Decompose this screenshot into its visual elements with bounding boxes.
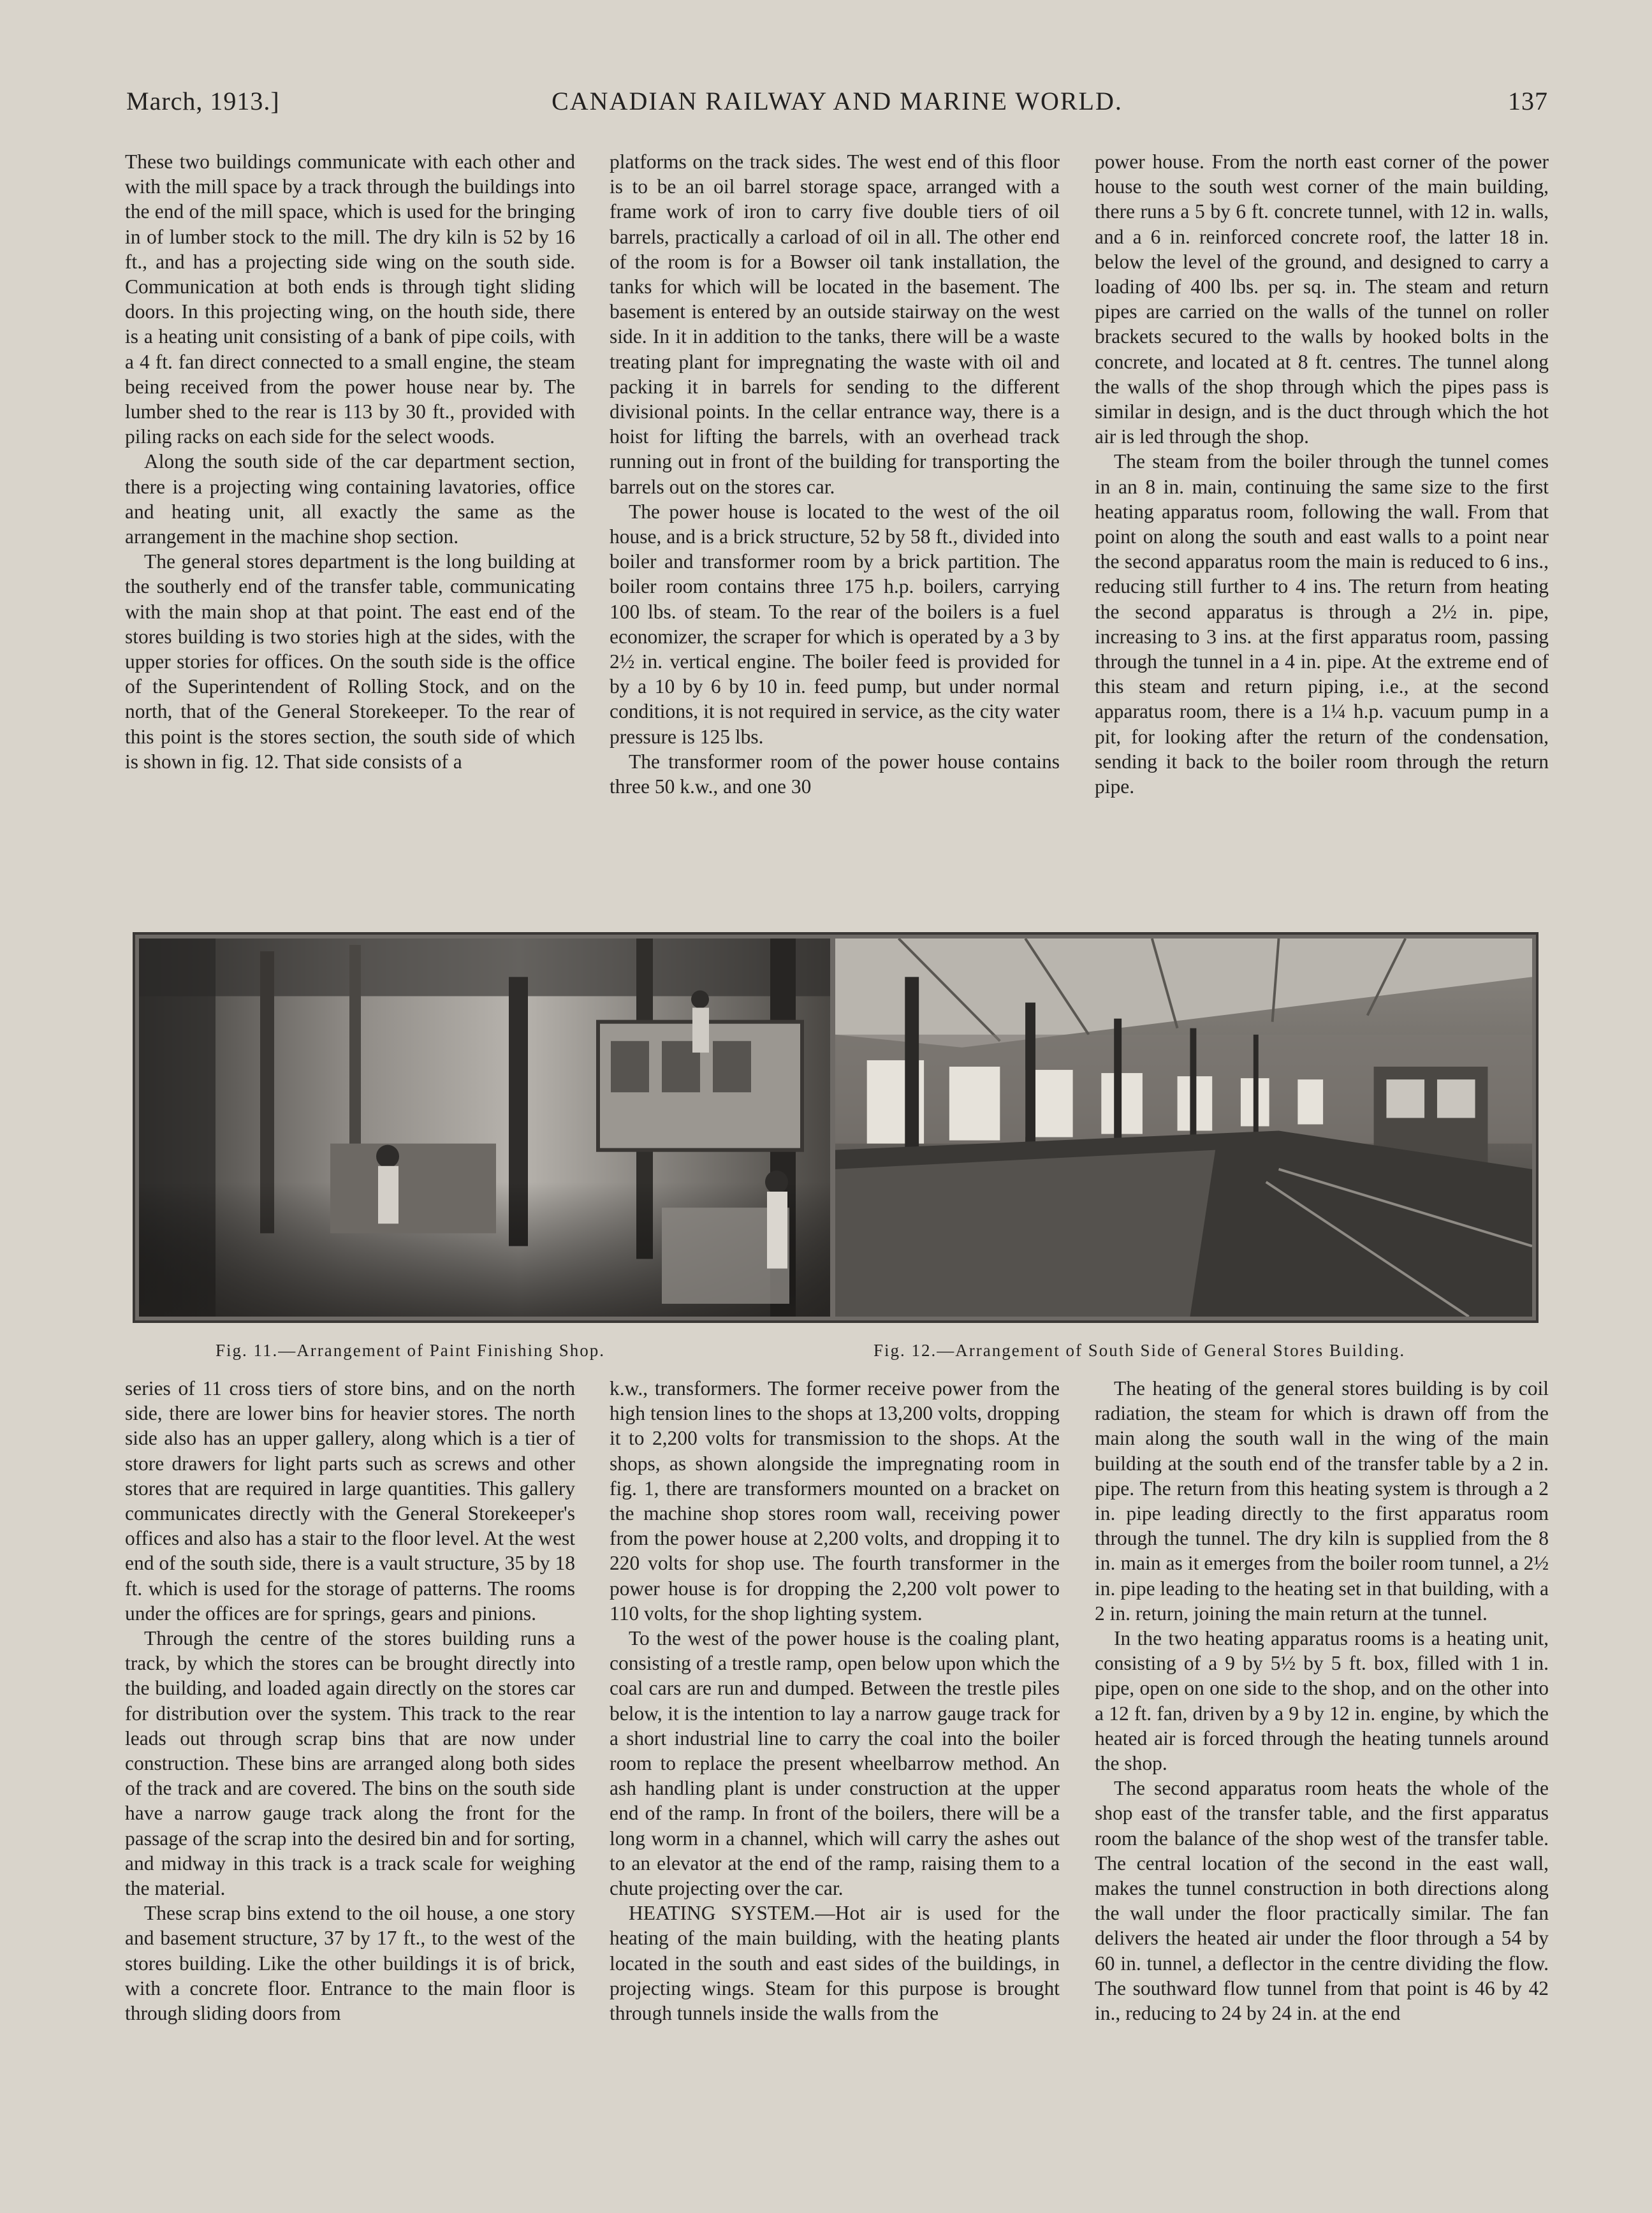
paragraph: The steam from the boiler through the tunnel comes in an 8 in. main, continuing the same size to the first heating apparatus room, following the wall. From that point on along the south and east walls to a point near the second apparatus room the main is reduced to 6 ins., reducing still further to 4 ins. The return from heating the second apparatus is through a 2½ in. pipe, increasing to 3 ins. at the first apparatus room, passing through the tunnel in a 4 in. pipe. At the extreme end of this steam and return piping, i.e., at the second apparatus room, there is a 1¼ h.p. vacuum pump in a pit, for looking after the return of the condensation, sending it back to the boiler room through the return pipe. xyxy=(1095,450,1549,798)
fig-11-photo xyxy=(139,939,830,1317)
paragraph: The power house is located to the west of the oil house, and is a brick structure, 52 by 58 ft., divided into boiler and transformer room by a brick partition. The boiler room contains three 175 h.p. boilers, carrying 100 lbs. of steam. To the rear of the boilers is a fuel economizer, the scraper for which is operated by a 3 by 2½ in. vertical engine. The boiler feed is provided for by a 10 by 6 by 10 in. feed pump, but under normal conditions, it is not required in service, as the city water pressure is 125 lbs. xyxy=(610,500,1060,748)
figure-12-caption: Fig. 12.—Arrangement of South Side of General Stores Building. xyxy=(874,1341,1406,1360)
bottom-column-2 xyxy=(610,1376,1060,2026)
fig-12-photo xyxy=(835,939,1532,1317)
figure-11-caption: Fig. 11.—Arrangement of Paint Finishing Shop. xyxy=(216,1341,605,1360)
paragraph: The transformer room of the power house contains three 50 k.w., and one 30 xyxy=(610,750,1060,798)
paragraph: The second apparatus room heats the whole of the shop east of the transfer table, and the first apparatus room the balance of the shop west of the transfer table. The central location of the second in the east wall, makes the tunnel construction in both directions along the wall under the floor practically similar. The fan delivers the heated air under the floor through a 54 by 60 in. tunnel, a deflector in the centre dividing the flow. The southward flow tunnel from that point is 46 by 42 in., reducing to 24 by 24 in. at the end xyxy=(1095,1777,1549,2025)
issue-date: March, 1913.] xyxy=(126,87,280,115)
top-column-1 xyxy=(125,149,575,774)
page-number: 137 xyxy=(1508,87,1548,115)
running-header xyxy=(126,86,1548,124)
paragraph: The heating of the general stores building is by coil radiation, the steam for which is drawn off from the main along the south wall in the wing of the main building at the south end of the transfer table by a 2 in. pipe. The return from this heating system is through a 2 in. pipe leading directly to the first apparatus room through the tunnel. The dry kiln is supplied from the 8 in. main as it emerges from the boiler room tunnel, a 2½ in. pipe leading to the heating set in that building, with a 2 in. return, joining the main return at the tunnel. xyxy=(1095,1377,1549,1625)
bottom-column-1 xyxy=(125,1376,575,2026)
paragraph: series of 11 cross tiers of store bins, and on the north side, there are lower bins for heavier stores. The north side also has an upper gallery, along which is a tier of store drawers for light parts such as screws and other stores that are required in large quantities. This gallery communicates directly with the General Storekeeper's offices and also has a stair to the floor level. At the west end of the south side, there is a vault structure, 35 by 18 ft. which is used for the storage of patterns. The rooms under the offices are for springs, gears and pinions. xyxy=(125,1377,575,1625)
paragraph: k.w., transformers. The former receive power from the high tension lines to the shops at 13,200 volts, dropping it to 2,200 volts for transmission to the shops. At the shops, as shown alongside the impregnating room in fig. 1, there are transformers mounted on a bracket on the machine shop stores room wall, receiving power from the power house at 2,200 volts, and dropping it to 220 volts for shop use. The fourth transformer in the power house is for dropping the 2,200 volt power to 110 volts, for the shop lighting system. xyxy=(610,1377,1060,1625)
figure-photos xyxy=(133,932,1539,1323)
paragraph: platforms on the track sides. The west end of this floor is to be an oil barrel storage space, arranged with a frame work of iron to carry five double tiers of oil barrels, practically a carload of oil in all. The other end of the room is for a Bowser oil tank installation, the tanks for which will be located in the basement. The basement is entered by an outside stairway on the west side. In it in addition to the tanks, there will be a waste treating plant for impregnating the waste with oil and packing it in barrels for sending to the different divisional points. In the cellar entrance way, there is a hoist for lifting the barrels, with an overhead track running out in front of the building for transporting the barrels out on the stores car. xyxy=(610,150,1060,498)
paragraph: These scrap bins extend to the oil house, a one story and basement structure, 37 by 17 ft., to the west of the stores building. Like the other buildings it is of brick, with a concrete floor. Entrance to the main floor is through sliding doors from xyxy=(125,1902,575,2025)
paragraph: Along the south side of the car department section, there is a projecting wing containing lavatories, office and heating unit, all exactly the same as the arrangement in the machine shop section. xyxy=(125,450,575,548)
paragraph: These two buildings communicate with each other and with the mill space by a track through the buildings into the end of the mill space, which is used for the bringing in of lumber stock to the mill. The dry kiln is 52 by 16 ft., and has a projecting side wing on the south side. Communication at both ends is through tight sliding doors. In this projecting wing, on the houth side, there is a heating unit consisting of a bank of pipe coils, with a 4 ft. fan direct connected to a small engine, the steam being received from the power house near by. The lumber shed to the rear is 113 by 30 ft., provided with piling racks on each side for the select woods. xyxy=(125,150,575,448)
bottom-column-3 xyxy=(1095,1376,1549,2026)
paragraph: power house. From the north east corner of the power house to the south west corner of the main building, there runs a 5 by 6 ft. concrete tunnel, with 12 in. walls, and a 6 in. reinforced concrete roof, the latter 18 in. below the level of the ground, and designed to carry a loading of 400 lbs. per sq. in. The steam and return pipes are carried on the walls of the tunnel on roller brackets secured to the walls by hooked bolts in the concrete, and located at 8 ft. centres. The tunnel along the walls of the shop through which the pipes pass is similar in design, and is the duct through which the hot air is led through the shop. xyxy=(1095,150,1549,448)
top-column-3 xyxy=(1095,149,1549,799)
journal-title: CANADIAN RAILWAY AND MARINE WORLD. xyxy=(552,87,1123,115)
paragraph: HEATING SYSTEM.—Hot air is used for the heating of the main building, with the heating plants located in the south and east sides of the buildings, in projecting wings. Steam for this purpose is brought through tunnels inside the walls from the xyxy=(610,1902,1060,2025)
paragraph: Through the centre of the stores building runs a track, by which the stores can be brought directly into the building, and loaded again directly on the stores car for distribution over the system. This track to the rear leads out through scrap bins that are now under construction. These bins are arranged along both sides of the track and are covered. The bins on the south side have a narrow gauge track along the front for the passage of the scrap into the desired bin and for sorting, and midway in this track is a track scale for weighing the material. xyxy=(125,1627,575,1900)
top-column-2 xyxy=(610,149,1060,799)
paragraph: The general stores department is the long building at the southerly end of the transfer table, communicating with the main shop at that point. The east end of the stores building is two stories high at the sides, with the upper stories for offices. On the south side is the office of the Superintendent of Rolling Stock, and on the north, that of the General Storekeeper. To the rear of this point is the stores section, the south side of which is shown in fig. 12. That side consists of a xyxy=(125,550,575,773)
paragraph: To the west of the power house is the coaling plant, consisting of a trestle ramp, open below upon which the coal cars are run and dumped. Between the trestle piles below, it is the intention to lay a narrow gauge track for a short industrial line to carry the coal into the boiler room to replace the present wheelbarrow method. An ash handling plant is under construction at the upper end of the ramp. In front of the boilers, there will be a long worm in a channel, which will carry the ashes out to an elevator at the end of the ramp, raising them to a chute projecting over the car. xyxy=(610,1627,1060,1900)
paragraph: In the two heating apparatus rooms is a heating unit, consisting of a 9 by 5½ by 5 ft. box, filled with 1 in. pipe, open on one side to the shop, and on the other into a 12 ft. fan, driven by a 9 by 12 in. engine, by which the heated air is forced through the heating tunnels around the shop. xyxy=(1095,1627,1549,1775)
